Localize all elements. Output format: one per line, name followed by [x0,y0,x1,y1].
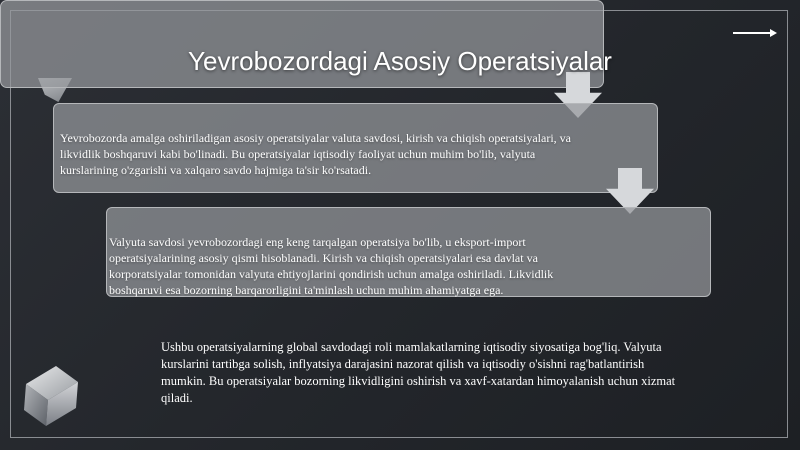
content-box-2-text: Valyuta savdosi yevrobozordagi eng keng tarqalgan operatsiya bo'lib, u eksport-import operatsiyalarining asosiy qismi hisoblanadi. Kirish va chiqish operatsiyalari esa davlat va korporatsiyalar tomonidan valyuta ehtiyojlarini qondirish uchun amalga oshiriladi. Likvidlik boshqaruvi esa bozorning barqarorligini ta'minlash uchun muhim ahamiyatga ega. [109,235,554,297]
arrow-right-icon [733,32,773,34]
slide-title: Yevrobozordagi Asosiy Operatsiyalar [188,46,612,76]
body-paragraph: Ushbu operatsiyalarning global savdodagi roli mamlakatlarning iqtisodiy siyosatiga bog'liq. Valyuta kurslarini tartibga solish, inflyatsiya darajasini nazorat qilish va iqtisodiy o'sishni rag'batlantirish mumkin. Bu operatsiyalar bozorning likvidligini oshirish va xavf-xatardan himoyalanish uchun xizmat qiladi. [161,340,676,405]
cube-icon [18,360,84,428]
arrow-right-icon-head [770,29,777,37]
content-box-1-text: Yevrobozorda amalga oshiriladigan asosiy operatsiyalar valuta savdosi, kirish va chiqish operatsiyalari, va likvidlik boshqaruvi kabi bo'linadi. Bu operatsiyalar iqtisodiy faoliyat uchun muhim bo'lib, valyuta kurslarining o'zgarishi va xalqaro savdo hajmiga ta'sir ko'rsatadi. [60,131,571,177]
